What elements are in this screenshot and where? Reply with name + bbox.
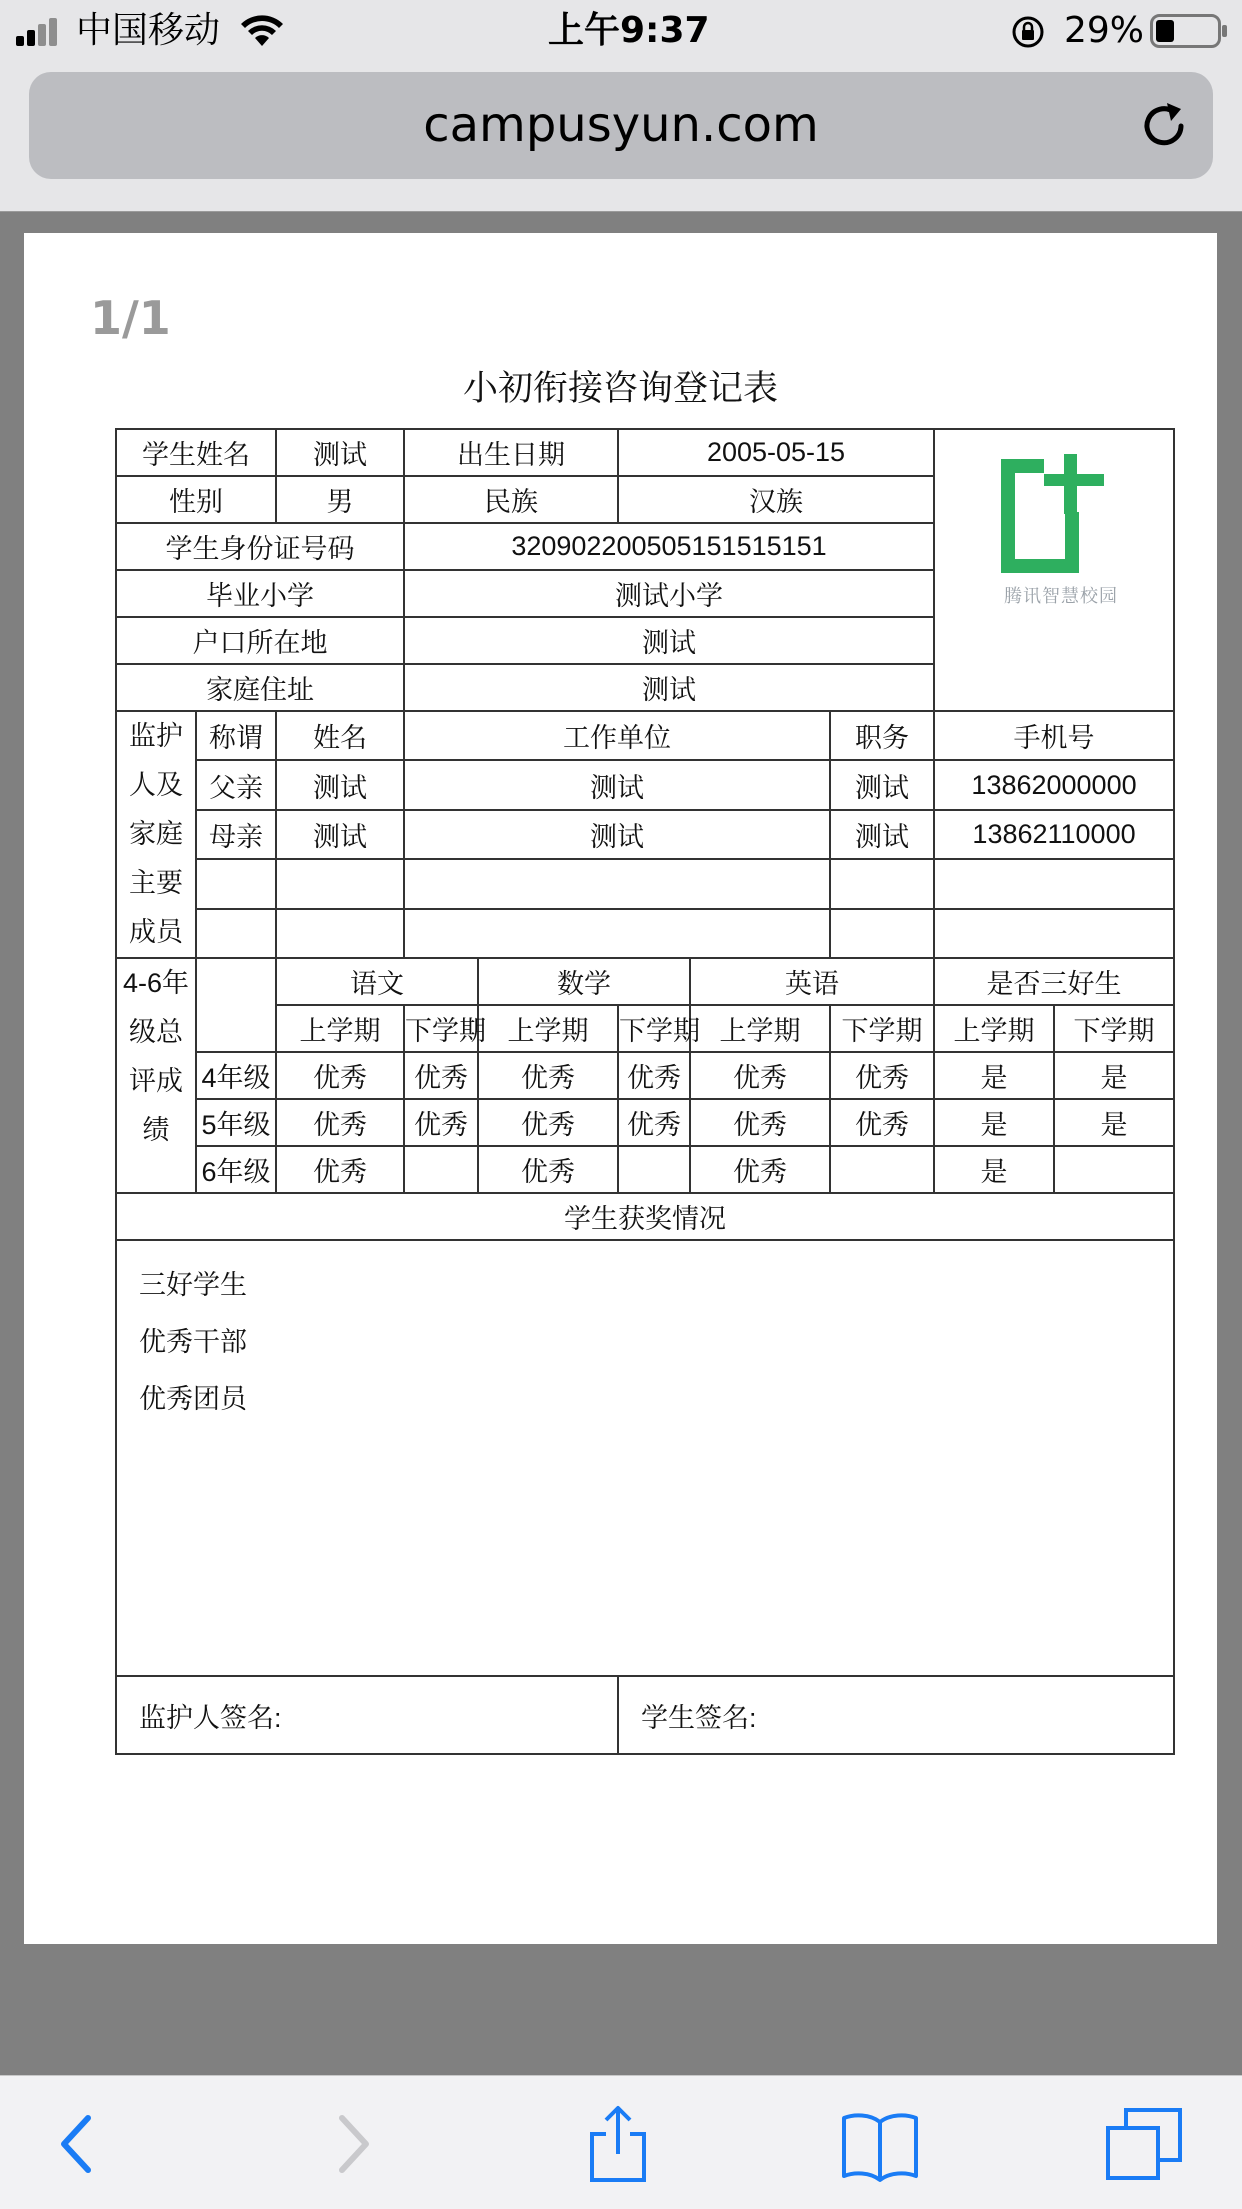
guardian-row-mother xyxy=(116,810,1174,859)
value-student-name: 测试 xyxy=(276,429,404,476)
guardian-header-position: 职务 xyxy=(830,711,934,760)
subject-math: 数学 xyxy=(478,958,690,1005)
logo-text: 腾讯智慧校园 xyxy=(1004,586,1119,606)
guardian-row-empty xyxy=(116,909,1174,958)
grade-value: 是 xyxy=(934,1146,1054,1193)
reload-icon[interactable] xyxy=(1137,99,1191,153)
empty-cell xyxy=(934,909,1174,958)
battery-icon xyxy=(1150,14,1230,48)
term-label: 上学期 xyxy=(934,1005,1054,1052)
page-indicator: 1/1 xyxy=(90,291,171,345)
document-page xyxy=(24,233,1217,1944)
term-label: 上学期 xyxy=(690,1005,830,1052)
grades-section-label: 4-6年级总评成绩 xyxy=(116,958,196,1193)
grade-value: 优秀 xyxy=(276,1146,404,1193)
grade-value: 是 xyxy=(1054,1099,1174,1146)
grade-value xyxy=(830,1146,934,1193)
value-hukou: 测试 xyxy=(404,617,934,664)
form-title: 小初衔接咨询登记表 xyxy=(462,369,778,409)
value-dob: 2005-05-15 xyxy=(618,429,934,476)
grade-row-6 xyxy=(116,1146,1174,1193)
tencent-campus-logo xyxy=(944,440,1164,630)
guardian-position: 测试 xyxy=(830,760,934,809)
grade-row-4 xyxy=(116,1052,1174,1099)
carrier-label: 中国移动 xyxy=(76,10,221,51)
guardian-relation: 母亲 xyxy=(196,810,276,859)
grade-value: 是 xyxy=(1054,1052,1174,1099)
guardian-workplace: 测试 xyxy=(404,810,830,859)
guardian-name: 测试 xyxy=(276,810,404,859)
empty-cell xyxy=(196,909,276,958)
grade-value: 优秀 xyxy=(404,1099,478,1146)
clock: 上午9:37 xyxy=(548,10,710,51)
browser-chrome xyxy=(0,62,1242,212)
term-label: 下学期 xyxy=(618,1005,690,1052)
address-bar[interactable] xyxy=(29,72,1213,179)
guardian-phone: 13862000000 xyxy=(934,760,1174,809)
grade-value: 优秀 xyxy=(276,1099,404,1146)
value-gender: 男 xyxy=(276,476,404,523)
term-label: 下学期 xyxy=(830,1005,934,1052)
grade-value: 优秀 xyxy=(690,1146,830,1193)
value-id-number: 320902200505151515151 xyxy=(404,523,934,570)
label-gender: 性别 xyxy=(116,476,276,523)
grade-value xyxy=(1054,1146,1174,1193)
term-label: 上学期 xyxy=(276,1005,404,1052)
share-icon[interactable] xyxy=(578,2106,658,2182)
url-text[interactable]: campusyun.com xyxy=(423,97,819,153)
back-icon[interactable] xyxy=(38,2106,118,2182)
grade-value: 优秀 xyxy=(618,1099,690,1146)
awards-title: 学生获奖情况 xyxy=(116,1193,1174,1240)
bookmarks-icon[interactable] xyxy=(840,2106,920,2182)
value-address: 测试 xyxy=(404,664,934,711)
award-item: 优秀干部 xyxy=(139,1327,247,1357)
grade-value: 优秀 xyxy=(276,1052,404,1099)
label-id-number: 学生身份证号码 xyxy=(116,523,404,570)
empty-cell xyxy=(276,909,404,958)
label-hukou: 户口所在地 xyxy=(116,617,404,664)
empty-cell xyxy=(830,859,934,908)
browser-toolbar xyxy=(0,2075,1242,2209)
battery-percent: 29% xyxy=(1064,10,1145,51)
guardian-name: 测试 xyxy=(276,760,404,809)
tabs-icon[interactable] xyxy=(1104,2106,1184,2182)
grade-value: 优秀 xyxy=(478,1052,618,1099)
grade-value: 优秀 xyxy=(830,1052,934,1099)
guardian-signature: 监护人签名: xyxy=(116,1676,618,1754)
guardian-row-empty xyxy=(116,859,1174,908)
label-ethnicity: 民族 xyxy=(404,476,618,523)
guardian-header-name: 姓名 xyxy=(276,711,404,760)
guardian-section-label: 监护人及家庭主要成员 xyxy=(116,711,196,958)
empty-cell xyxy=(196,859,276,908)
grade-value: 优秀 xyxy=(478,1099,618,1146)
grade-label: 4年级 xyxy=(196,1052,276,1099)
orientation-lock-icon xyxy=(1010,14,1046,50)
guardian-row-father xyxy=(116,760,1174,809)
awards-list xyxy=(116,1240,1174,1676)
value-school: 测试小学 xyxy=(404,570,934,617)
guardian-header-workplace: 工作单位 xyxy=(404,711,830,760)
subject-merit-student: 是否三好生 xyxy=(934,958,1174,1005)
grade-label: 5年级 xyxy=(196,1099,276,1146)
term-label: 下学期 xyxy=(1054,1005,1174,1052)
term-label: 上学期 xyxy=(478,1005,618,1052)
label-school: 毕业小学 xyxy=(116,570,404,617)
registration-form-table xyxy=(115,428,1175,1755)
label-address: 家庭住址 xyxy=(116,664,404,711)
grade-value xyxy=(618,1146,690,1193)
signal-icon xyxy=(16,16,66,46)
grade-value: 优秀 xyxy=(690,1099,830,1146)
guardian-header-phone: 手机号 xyxy=(934,711,1174,760)
empty-cell xyxy=(276,859,404,908)
guardian-workplace: 测试 xyxy=(404,760,830,809)
guardian-position: 测试 xyxy=(830,810,934,859)
guardian-header-relation: 称谓 xyxy=(196,711,276,760)
guardian-relation: 父亲 xyxy=(196,760,276,809)
grade-value xyxy=(404,1146,478,1193)
empty-cell xyxy=(196,958,276,1052)
grade-value: 优秀 xyxy=(690,1052,830,1099)
award-item: 三好学生 xyxy=(139,1270,247,1300)
subject-english: 英语 xyxy=(690,958,934,1005)
grade-value: 优秀 xyxy=(830,1099,934,1146)
empty-cell xyxy=(934,859,1174,908)
status-bar xyxy=(0,0,1242,62)
empty-cell xyxy=(830,909,934,958)
wifi-icon xyxy=(240,14,284,48)
grade-value: 优秀 xyxy=(618,1052,690,1099)
grade-value: 是 xyxy=(934,1099,1054,1146)
grade-value: 是 xyxy=(934,1052,1054,1099)
award-item: 优秀团员 xyxy=(139,1384,247,1414)
grade-label: 6年级 xyxy=(196,1146,276,1193)
label-student-name: 学生姓名 xyxy=(116,429,276,476)
empty-cell xyxy=(404,859,830,908)
value-ethnicity: 汉族 xyxy=(618,476,934,523)
student-signature: 学生签名: xyxy=(618,1676,1174,1754)
forward-icon[interactable] xyxy=(312,2106,392,2182)
term-label: 下学期 xyxy=(404,1005,478,1052)
logo-cell xyxy=(934,429,1174,711)
subject-chinese: 语文 xyxy=(276,958,478,1005)
guardian-phone: 13862110000 xyxy=(934,810,1174,859)
empty-cell xyxy=(404,909,830,958)
grade-value: 优秀 xyxy=(478,1146,618,1193)
label-dob: 出生日期 xyxy=(404,429,618,476)
grade-row-5 xyxy=(116,1099,1174,1146)
grade-value: 优秀 xyxy=(404,1052,478,1099)
